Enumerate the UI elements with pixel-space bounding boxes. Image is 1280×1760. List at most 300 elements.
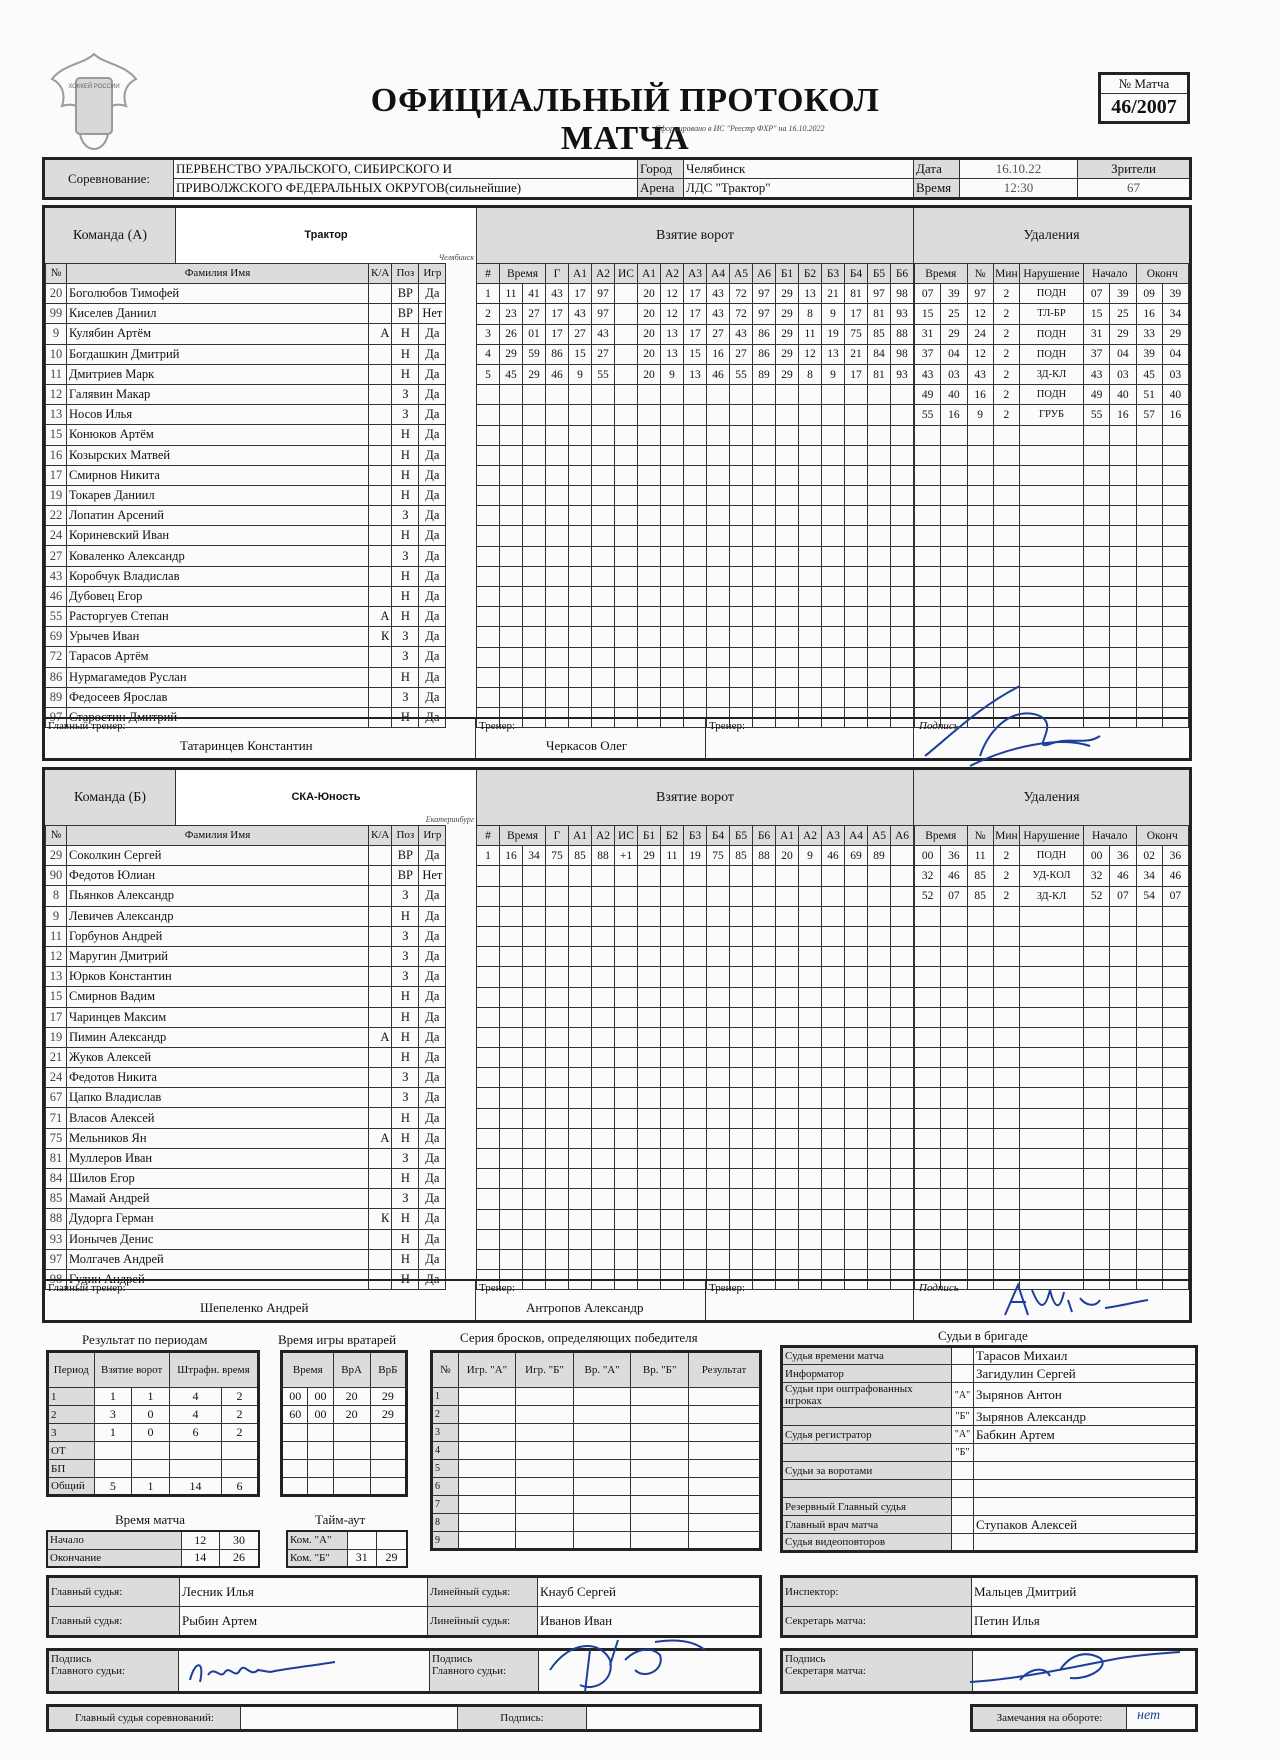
shootout-row: [432, 1514, 761, 1532]
penalty-col-header: Нарушение: [1020, 264, 1084, 284]
goal-cell: [615, 566, 638, 586]
player-row: [46, 946, 446, 966]
player-number: 75: [46, 1128, 67, 1148]
player-name: Дубовец Егор: [67, 586, 369, 606]
goal-cell: [776, 627, 799, 647]
period-ga: [94, 1442, 132, 1460]
penalty-cell: [915, 1128, 941, 1148]
goal-cell: [661, 425, 684, 445]
goal-cell: [592, 687, 615, 707]
goal-cell: 59: [523, 344, 546, 364]
goal-cell: [523, 1007, 546, 1027]
goalie-m: 00: [282, 1388, 308, 1406]
player-name: Пимин Александр: [67, 1027, 369, 1047]
player-role: [369, 987, 392, 1007]
player-role: [369, 566, 392, 586]
player-played: Да: [419, 1249, 446, 1269]
goal-cell: [868, 405, 891, 425]
goal-row: [477, 926, 914, 946]
player-played: Да: [419, 1007, 446, 1027]
goal-cell: [661, 967, 684, 987]
goal-cell: 15: [684, 344, 707, 364]
goal-row: [477, 886, 914, 906]
team-b-coach1: Антропов Александр: [526, 1300, 644, 1315]
goal-cell: [592, 987, 615, 1007]
player-row: [46, 465, 446, 485]
goal-cell: [845, 607, 868, 627]
secretary-name: Петин Илья: [972, 1607, 1197, 1637]
goal-cell: [822, 1229, 845, 1249]
date-label: Дата: [914, 159, 960, 179]
goal-cell: [546, 987, 569, 1007]
penalty-cell: ГРУБ: [1020, 405, 1084, 425]
goalie-time-row: [282, 1478, 407, 1496]
goal-row: [477, 324, 914, 344]
penalty-cell: [967, 506, 993, 526]
penalty-cell: [1020, 506, 1084, 526]
penalty-cell: [993, 546, 1019, 566]
goal-cell: [845, 886, 868, 906]
goal-cell: [615, 506, 638, 526]
period-pb: 2: [222, 1424, 259, 1442]
penalty-row: [915, 886, 1189, 906]
penalty-cell: [1162, 1007, 1188, 1027]
goal-cell: [868, 906, 891, 926]
shootout-cell: [458, 1478, 516, 1496]
penalty-cell: [941, 1169, 967, 1189]
penalty-cell: [1162, 687, 1188, 707]
goal-cell: 43: [730, 324, 753, 344]
penalty-cell: 16: [941, 405, 967, 425]
goal-cell: [868, 445, 891, 465]
penalty-cell: 2: [993, 344, 1019, 364]
penalty-cell: 15: [915, 304, 941, 324]
player-name: Смирнов Вадим: [67, 987, 369, 1007]
penalty-cell: [915, 445, 941, 465]
goal-cell: 9: [569, 364, 592, 384]
player-row: [46, 425, 446, 445]
goal-cell: [661, 465, 684, 485]
goal-row: [477, 967, 914, 987]
penalty-cell: [967, 425, 993, 445]
goal-cell: [822, 385, 845, 405]
shootout-cell: [688, 1406, 760, 1424]
player-position: Н: [392, 566, 419, 586]
goal-col-header: Б4: [707, 826, 730, 846]
goal-cell: [638, 1007, 661, 1027]
goal-cell: [615, 886, 638, 906]
shootout-row: [432, 1478, 761, 1496]
goal-cell: [891, 987, 914, 1007]
goal-cell: [730, 587, 753, 607]
goal-cell: [684, 546, 707, 566]
goalie-s: [308, 1442, 333, 1460]
player-role: [369, 1007, 392, 1027]
goal-row: [477, 1209, 914, 1229]
penalty-cell: 25: [1110, 304, 1136, 324]
player-role: [369, 967, 392, 987]
goal-cell: [845, 425, 868, 445]
penalty-cell: [941, 546, 967, 566]
goalie-m: 60: [282, 1406, 308, 1424]
penalty-cell: [1020, 486, 1084, 506]
goal-cell: [753, 546, 776, 566]
goal-cell: [730, 1229, 753, 1249]
goal-cell: 72: [730, 284, 753, 304]
official-name: Зырянов Александр: [974, 1408, 1197, 1426]
goal-cell: [546, 607, 569, 627]
player-role: [369, 546, 392, 566]
goal-cell: 81: [868, 364, 891, 384]
goal-cell: [638, 587, 661, 607]
goal-cell: 5: [477, 364, 500, 384]
goal-row: [477, 1027, 914, 1047]
player-number: 8: [46, 886, 67, 906]
player-row: [46, 1189, 446, 1209]
penalty-col-header: Время: [915, 264, 968, 284]
penalty-cell: [1162, 627, 1188, 647]
goal-cell: [891, 906, 914, 926]
goal-cell: [569, 667, 592, 687]
player-name: Нурмагамедов Руслан: [67, 667, 369, 687]
goal-cell: [638, 566, 661, 586]
period-label: ОТ: [48, 1442, 95, 1460]
penalty-cell: 2: [993, 886, 1019, 906]
player-row: [46, 506, 446, 526]
goal-cell: [546, 886, 569, 906]
goal-cell: [730, 627, 753, 647]
shootout-number: 9: [432, 1532, 459, 1550]
goal-cell: [707, 1048, 730, 1068]
shootout-cell: [631, 1442, 689, 1460]
penalty-cell: [941, 627, 967, 647]
goal-cell: [638, 526, 661, 546]
player-name: Гудин Андрей: [67, 1269, 369, 1289]
player-role: [369, 405, 392, 425]
penalty-cell: [1084, 1189, 1110, 1209]
goal-cell: [661, 1189, 684, 1209]
penalty-cell: [915, 906, 941, 926]
goal-cell: [799, 866, 822, 886]
periods-table: Период Взятие ворот Штрафн. время 1 1 1 4 2 2 3 0 4 2 3 1 0 6 2 ОТ БП Общий 5 1 14 6: [46, 1350, 260, 1497]
goal-cell: [615, 1088, 638, 1108]
goal-cell: [569, 1209, 592, 1229]
goal-cell: [477, 1007, 500, 1027]
goal-row: [477, 1048, 914, 1068]
goalie-time-row: [282, 1388, 407, 1406]
goal-cell: 98: [891, 344, 914, 364]
penalty-cell: [1162, 1108, 1188, 1128]
goal-cell: 46: [707, 364, 730, 384]
goal-cell: [523, 1108, 546, 1128]
goal-cell: [707, 687, 730, 707]
goalie-s: [308, 1424, 333, 1442]
goal-cell: [615, 926, 638, 946]
goal-cell: [845, 667, 868, 687]
goal-cell: [684, 1149, 707, 1169]
goal-cell: [500, 465, 523, 485]
goal-cell: [707, 906, 730, 926]
penalty-cell: [1110, 1007, 1136, 1027]
shootout-cell: [688, 1460, 760, 1478]
match-number-box: [1098, 72, 1190, 124]
goal-cell: 93: [891, 304, 914, 324]
goal-cell: [753, 906, 776, 926]
goal-cell: [638, 1249, 661, 1269]
goal-cell: [684, 1068, 707, 1088]
penalty-cell: [941, 647, 967, 667]
team-b-name: СКА-Юность: [291, 791, 361, 803]
penalty-cell: [1136, 445, 1162, 465]
penalty-cell: [1110, 607, 1136, 627]
city-value: Челябинск: [684, 159, 914, 179]
goal-cell: [753, 1007, 776, 1027]
goal-cell: [799, 967, 822, 987]
penalty-cell: [1020, 1209, 1084, 1229]
goal-cell: [569, 566, 592, 586]
official-role: Судья времени матча: [782, 1347, 952, 1365]
goal-cell: [845, 926, 868, 946]
penalty-cell: [1084, 926, 1110, 946]
player-name: Муллеров Иван: [67, 1148, 369, 1168]
player-played: Да: [419, 1169, 446, 1189]
penalty-cell: 2: [993, 284, 1019, 304]
goal-cell: [615, 667, 638, 687]
penalty-cell: [1136, 1108, 1162, 1128]
period-row: [48, 1442, 259, 1460]
penalty-cell: ПОДН: [1020, 324, 1084, 344]
goal-cell: [523, 866, 546, 886]
goal-cell: [477, 647, 500, 667]
goal-cell: [753, 687, 776, 707]
goal-cell: [638, 506, 661, 526]
goal-cell: [477, 1209, 500, 1229]
penalty-cell: 24: [967, 324, 993, 344]
goal-cell: [477, 425, 500, 445]
goal-cell: [730, 667, 753, 687]
player-name: Козырских Матвей: [67, 445, 369, 465]
goal-cell: [776, 1249, 799, 1269]
period-ga: 1: [94, 1424, 132, 1442]
penalty-row: [915, 405, 1189, 425]
goal-cell: [615, 1068, 638, 1088]
shootout-cell: [516, 1460, 574, 1478]
goal-cell: [868, 866, 891, 886]
goal-cell: [615, 1048, 638, 1068]
goal-cell: [477, 526, 500, 546]
goal-cell: [661, 627, 684, 647]
player-role: [369, 364, 392, 384]
penalty-cell: [915, 486, 941, 506]
penalty-cell: [1110, 425, 1136, 445]
goal-cell: [753, 1249, 776, 1269]
goal-cell: [500, 627, 523, 647]
goal-cell: 29: [523, 364, 546, 384]
goal-cell: [822, 1169, 845, 1189]
goal-cell: [845, 1209, 868, 1229]
goal-cell: 97: [753, 284, 776, 304]
player-position: Н: [392, 586, 419, 606]
goal-cell: [776, 1189, 799, 1209]
official-role: Судьи за воротами: [782, 1462, 952, 1480]
official-row: [782, 1426, 1197, 1444]
officials-table: [780, 1345, 1198, 1553]
goal-cell: [523, 987, 546, 1007]
player-role: [369, 687, 392, 707]
goal-cell: [615, 385, 638, 405]
penalty-cell: [1162, 566, 1188, 586]
goal-cell: [845, 566, 868, 586]
goal-cell: [730, 647, 753, 667]
goal-cell: [799, 1088, 822, 1108]
penalty-cell: 00: [1084, 846, 1110, 866]
goal-cell: [845, 526, 868, 546]
player-row: [46, 846, 446, 866]
penalty-cell: [967, 926, 993, 946]
goalie-b: [370, 1460, 406, 1478]
goal-cell: [891, 1007, 914, 1027]
goal-cell: [523, 526, 546, 546]
goal-cell: [799, 647, 822, 667]
goal-cell: [638, 1108, 661, 1128]
player-position: ВР: [392, 866, 419, 886]
penalty-cell: 85: [967, 866, 993, 886]
player-position: Н: [392, 1027, 419, 1047]
goal-cell: [500, 587, 523, 607]
goal-cell: [615, 607, 638, 627]
penalty-cell: [967, 1068, 993, 1088]
goal-cell: [822, 1149, 845, 1169]
penalty-row: [915, 1027, 1189, 1047]
goal-cell: [638, 1048, 661, 1068]
goal-cell: [500, 926, 523, 946]
penalty-cell: 16: [967, 385, 993, 405]
penalty-cell: 36: [1162, 846, 1188, 866]
shootout-row: [432, 1496, 761, 1514]
penalty-cell: [1136, 425, 1162, 445]
period-row: [48, 1478, 259, 1496]
goal-cell: [661, 1169, 684, 1189]
penalty-cell: [915, 647, 941, 667]
penalty-cell: [1084, 425, 1110, 445]
goal-cell: [845, 947, 868, 967]
player-number: 15: [46, 987, 67, 1007]
period-ga: [94, 1460, 132, 1478]
official-row: [782, 1408, 1197, 1426]
player-number: 11: [46, 926, 67, 946]
penalty-cell: [993, 926, 1019, 946]
goal-cell: [477, 1189, 500, 1209]
team-b-goals-title: Взятие ворот: [476, 770, 914, 825]
goal-cell: [891, 506, 914, 526]
goal-cell: [477, 607, 500, 627]
goal-cell: [730, 405, 753, 425]
match-info-table: [42, 157, 1192, 200]
goal-cell: [638, 866, 661, 886]
penalty-cell: [915, 1189, 941, 1209]
goal-cell: [638, 546, 661, 566]
player-played: Да: [419, 1269, 446, 1289]
goal-row: [477, 1088, 914, 1108]
team-a-label: Команда (А): [45, 208, 176, 263]
goal-cell: [707, 445, 730, 465]
goal-cell: [799, 546, 822, 566]
player-played: Да: [419, 886, 446, 906]
penalty-cell: [1020, 1108, 1084, 1128]
goal-cell: [615, 344, 638, 364]
shootout-cell: [573, 1442, 631, 1460]
penalty-cell: [1084, 1149, 1110, 1169]
goal-cell: [615, 486, 638, 506]
period-pa: 4: [169, 1406, 221, 1424]
penalty-cell: [993, 1249, 1019, 1269]
goal-cell: [615, 324, 638, 344]
penalty-row: [915, 465, 1189, 485]
goal-cell: [822, 926, 845, 946]
penalty-cell: [1136, 1068, 1162, 1088]
period-label: Общий: [48, 1478, 95, 1496]
penalty-row: [915, 425, 1189, 445]
player-played: Да: [419, 987, 446, 1007]
penalty-cell: [915, 587, 941, 607]
player-position: З: [392, 1148, 419, 1168]
player-role: [369, 926, 392, 946]
goal-cell: 9: [661, 364, 684, 384]
goal-cell: [500, 1249, 523, 1269]
goal-cell: [891, 1108, 914, 1128]
penalty-cell: 43: [1084, 364, 1110, 384]
goal-cell: 26: [500, 324, 523, 344]
date-value: 16.10.22: [960, 159, 1078, 179]
goal-cell: [500, 486, 523, 506]
goal-cell: [638, 1169, 661, 1189]
goalie-s: 00: [308, 1388, 333, 1406]
penalty-cell: [915, 627, 941, 647]
player-row: [46, 1128, 446, 1148]
goal-row: [477, 385, 914, 405]
goal-col-header: Время: [500, 826, 546, 846]
penalty-cell: [1020, 1229, 1084, 1249]
goal-cell: [684, 667, 707, 687]
player-number: 17: [46, 1007, 67, 1027]
penalty-cell: [1136, 1249, 1162, 1269]
goal-cell: [661, 1048, 684, 1068]
goal-col-header: Время: [500, 264, 546, 284]
penalty-cell: [993, 1209, 1019, 1229]
goal-cell: [868, 1249, 891, 1269]
penalty-cell: [1110, 926, 1136, 946]
goal-cell: [684, 926, 707, 946]
shootout-number: 4: [432, 1442, 459, 1460]
player-played: Да: [419, 946, 446, 966]
goal-cell: [477, 1249, 500, 1269]
goal-cell: [776, 385, 799, 405]
goal-cell: [477, 1027, 500, 1047]
player-position: З: [392, 1189, 419, 1209]
penalty-cell: [1110, 1189, 1136, 1209]
goal-cell: 88: [891, 324, 914, 344]
goal-col-header: А1: [569, 264, 592, 284]
goal-cell: [546, 1209, 569, 1229]
goal-row: [477, 1249, 914, 1269]
player-row: [46, 1088, 446, 1108]
goal-cell: [684, 627, 707, 647]
goal-cell: 4: [477, 344, 500, 364]
penalty-cell: [993, 526, 1019, 546]
penalty-cell: [915, 1027, 941, 1047]
official-name: [974, 1498, 1197, 1516]
player-name: Конюков Артём: [67, 425, 369, 445]
